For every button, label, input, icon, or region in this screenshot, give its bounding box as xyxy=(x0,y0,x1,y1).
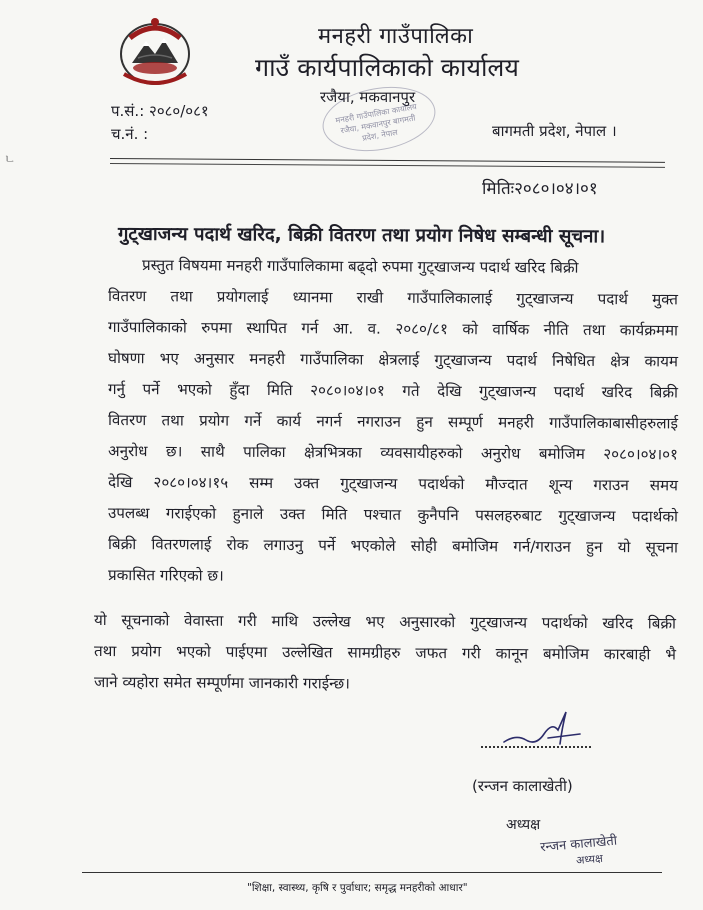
paragraph2-line: यो सूचनाको वेवास्ता गरी माथि उल्लेख भए अनुसारको गुट्खाजन्य पदार्थको खरिद बिक्री xyxy=(93,611,677,633)
header-divider-thin xyxy=(110,163,665,168)
signatory-name: (रन्जन कालाखेती) xyxy=(472,777,573,795)
paragraph1-line: प्रस्तुत विषयमा मनहरी गाउँपालिकामा बढ्दो रुपमा गुट्खाजन्य पदार्थ खरिद बिक्री xyxy=(141,256,579,277)
paragraph1-line: देखि २०८०।०४।१५ सम्म उक्त गुट्खाजन्य पदार्थको मौज्दात शून्य गराउन समय xyxy=(107,473,679,495)
header-divider-thick xyxy=(110,158,665,163)
paragraph1-line: अनुरोध छ। साथै पालिका क्षेत्रभित्रका व्यवसायीहरुको अनुरोध बमोजिम २०८०।०४।०१ xyxy=(107,442,679,464)
notice-date: मितिः२०८०।०४।०१ xyxy=(482,179,598,199)
paragraph1-line: गर्नु पर्ने भएको हुँदा मिति २०८०।०४।०१ गते देखि गुट्खाजन्य पदार्थ खरिद बिक्री xyxy=(107,380,679,402)
seal-title: अध्यक्ष xyxy=(575,851,604,868)
signature-line xyxy=(481,746,591,748)
paragraph1-line: वितरण तथा प्रयोग गर्ने कार्य नगर्न नगराउन हुन सम्पूर्ण मनहरी गाउँपालिकाबासीहरुलाई xyxy=(107,411,679,433)
chalani-number: च.नं. : xyxy=(111,125,149,143)
nepal-emblem-icon xyxy=(112,8,198,94)
paragraph1-line: घोषणा भए अनुसार मनहरी गाउँपालिका क्षेत्रलाई गुट्खाजन्य पदार्थ निषेधित क्षेत्र कायम xyxy=(107,349,679,371)
patra-sankhya: प.सं.: २०८०/०८१ xyxy=(111,102,209,120)
office-name: गाउँ कार्यपालिकाको कार्यालय xyxy=(255,53,519,82)
municipality-name: मनहरी गाउँपालिका xyxy=(318,24,474,49)
paragraph1-line: वितरण तथा प्रयोगलाई ध्यानमा राखी गाउँपालिकालाई गुट्खाजन्य पदार्थ मुक्त xyxy=(107,287,679,309)
seal-name: रन्जन कालाखेती xyxy=(539,833,618,856)
footer-divider xyxy=(82,872,662,873)
province-address: बागमती प्रदेश, नेपाल । xyxy=(492,122,617,140)
margin-mark: ㄴ xyxy=(4,152,16,166)
paragraph1-line: बिक्री वितरणलाई रोक लगाउनु पर्ने भएकोले सोही बमोजिम गर्न/गराउन हुन यो सूचना xyxy=(107,535,679,557)
office-stamp-text: मनहरी गाउँपालिका कार्यालय रजैया, मकवानपुर बागमती प्रदेश, नेपाल xyxy=(334,102,418,143)
paragraph2-line: जाने व्यहोरा समेत सम्पूर्णमा जानकारी गराईन्छ। xyxy=(93,673,350,693)
notice-subject: गुट्खाजन्य पदार्थ खरिद, बिक्री वितरण तथा प्रयोग निषेध सम्बन्धी सूचना। xyxy=(117,223,606,248)
signatory-title: अध्यक्ष xyxy=(506,817,541,833)
office-address: रजैया, मकवानपुर xyxy=(320,88,416,106)
paragraph1-line: गाउँपालिकाको रुपमा स्थापित गर्न आ. व. २०८०/८१ को वार्षिक नीति तथा कार्यक्रममा xyxy=(107,318,679,340)
footer-slogan: "शिक्षा, स्वास्थ्य, कृषि र पुर्वाधार; समृद्ध मनहरीको आधार" xyxy=(247,882,468,894)
paragraph1-line: उपलब्ध गराईएको हुनाले उक्त मिति पश्चात कुनैपनि पसलहरुबाट गुट्खाजन्य पदार्थको xyxy=(107,504,679,526)
paragraph1-line: प्रकासित गरिएको छ। xyxy=(107,566,224,585)
paragraph2-line: तथा प्रयोग भएको पाईएमा उल्लेखित सामग्रीहरु जफत गरी कानून बमोजिम कारबाही भै xyxy=(93,642,677,664)
